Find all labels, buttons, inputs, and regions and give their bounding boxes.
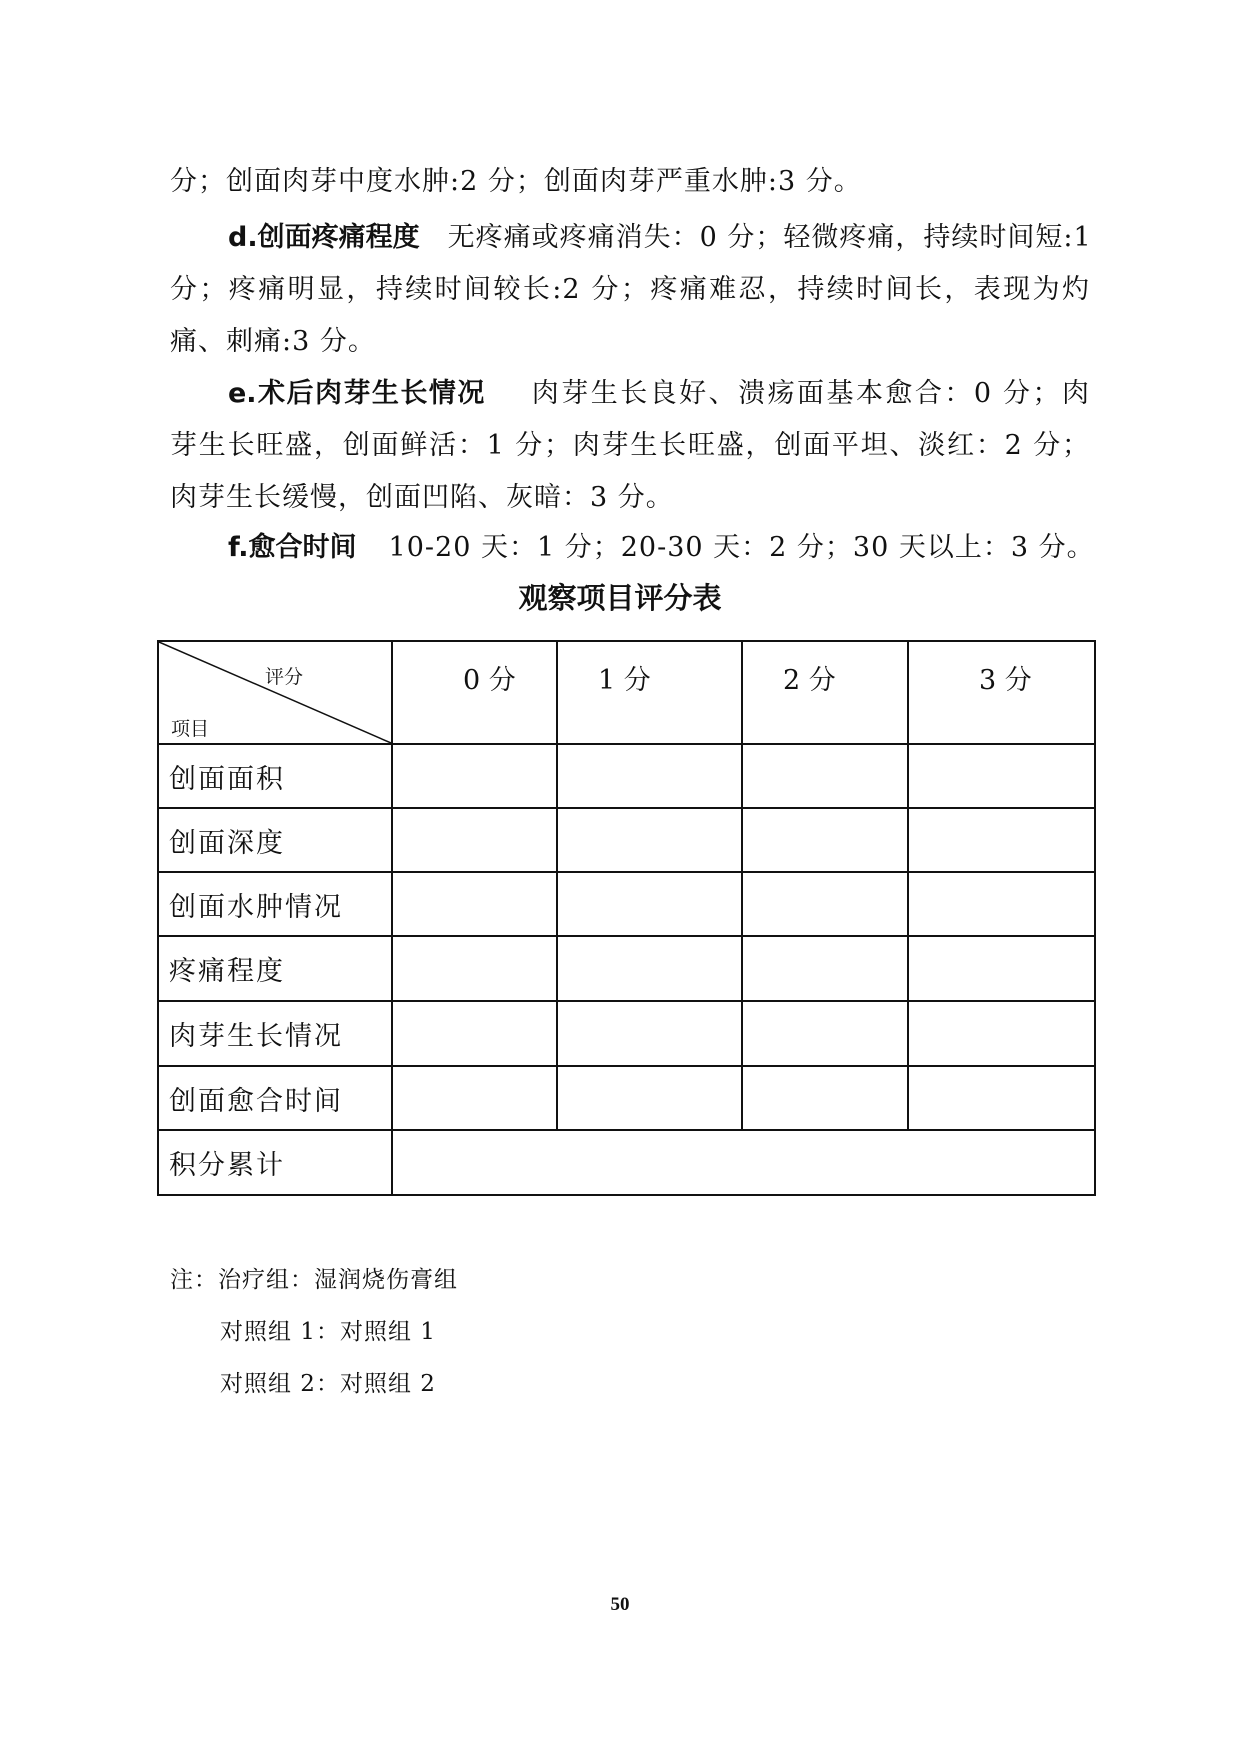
paragraph-text: 无疼痛或疼痛消失：0 分；轻微疼痛，持续时间短:1 bbox=[447, 222, 1092, 253]
table-cell bbox=[742, 744, 908, 808]
page-number: 50 bbox=[610, 1594, 630, 1615]
row-label: 创面愈合时间 bbox=[158, 1066, 392, 1130]
table-cell bbox=[392, 744, 557, 808]
table-cell bbox=[908, 1066, 1095, 1130]
table-header-row bbox=[158, 641, 1095, 744]
section-heading-d: d.创面疼痛程度 bbox=[228, 222, 420, 253]
table-row bbox=[158, 808, 1095, 872]
section-heading-e: e.术后肉芽生长情况 bbox=[228, 378, 486, 409]
row-label: 创面深度 bbox=[158, 808, 392, 872]
paragraph-line: 肉芽生长缓慢，创面凹陷、灰暗：3 分。 bbox=[170, 482, 674, 513]
table-cell bbox=[742, 936, 908, 1001]
row-label: 创面水肿情况 bbox=[158, 872, 392, 936]
table-row bbox=[158, 1066, 1095, 1130]
paragraph-line: 分；疼痛明显，持续时间较长:2 分；疼痛难忍，持续时间长，表现为灼 bbox=[170, 274, 1090, 305]
row-label: 创面面积 bbox=[158, 744, 392, 808]
table-cell bbox=[557, 808, 742, 872]
table-cell bbox=[908, 808, 1095, 872]
table-row bbox=[158, 1001, 1095, 1066]
paragraph-f bbox=[170, 528, 1095, 568]
table-row bbox=[158, 744, 1095, 808]
table-title: 观察项目评分表 bbox=[518, 581, 722, 615]
paragraph-line: 分；创面肉芽中度水肿:2 分；创面肉芽严重水肿:3 分。 bbox=[170, 166, 862, 197]
paragraph-line: 痛、刺痛:3 分。 bbox=[170, 326, 376, 357]
table-cell bbox=[557, 872, 742, 936]
paragraph-d bbox=[170, 218, 1090, 258]
paragraph-text: 10-20 天：1 分；20-30 天：2 分；30 天以上：3 分。 bbox=[388, 532, 1095, 563]
column-header-2: 2 分 bbox=[742, 641, 908, 744]
note-line: 对照组 2：对照组 2 bbox=[220, 1371, 436, 1397]
table-cell bbox=[392, 1001, 557, 1066]
table-cell bbox=[392, 808, 557, 872]
paragraph-text: 肉芽生长良好、溃疡面基本愈合：0 分；肉 bbox=[531, 378, 1090, 409]
table-row bbox=[158, 872, 1095, 936]
table-cell bbox=[557, 1066, 742, 1130]
paragraph-line: 芽生长旺盛，创面鲜活：1 分；肉芽生长旺盛，创面平坦、淡红：2 分； bbox=[170, 430, 1090, 461]
column-header-0: 0 分 bbox=[392, 641, 557, 744]
table-cell bbox=[557, 744, 742, 808]
note-line: 对照组 1：对照组 1 bbox=[220, 1319, 436, 1345]
total-cell bbox=[392, 1130, 1095, 1195]
table-cell bbox=[392, 1066, 557, 1130]
column-header-3: 3 分 bbox=[908, 641, 1095, 744]
table-cell bbox=[392, 936, 557, 1001]
row-label-total: 积分累计 bbox=[158, 1130, 392, 1195]
corner-label-item: 项目 bbox=[171, 718, 210, 740]
table-cell bbox=[908, 1001, 1095, 1066]
note-line: 注：治疗组：湿润烧伤膏组 bbox=[170, 1267, 458, 1293]
table-cell bbox=[742, 808, 908, 872]
row-label: 疼痛程度 bbox=[158, 936, 392, 1001]
score-table bbox=[157, 640, 1096, 1196]
table-cell bbox=[908, 936, 1095, 1001]
table-cell bbox=[742, 1066, 908, 1130]
column-header-1: 1 分 bbox=[557, 641, 742, 744]
table-cell bbox=[742, 1001, 908, 1066]
table-cell bbox=[908, 872, 1095, 936]
table-cell bbox=[557, 1001, 742, 1066]
table-cell bbox=[908, 744, 1095, 808]
corner-label-score: 评分 bbox=[264, 666, 303, 688]
table-total-row bbox=[158, 1130, 1095, 1195]
corner-header-cell bbox=[158, 641, 392, 744]
section-heading-f: f.愈合时间 bbox=[228, 532, 357, 563]
row-label: 肉芽生长情况 bbox=[158, 1001, 392, 1066]
paragraph-e bbox=[170, 374, 1090, 414]
table-cell bbox=[392, 872, 557, 936]
table-cell bbox=[557, 936, 742, 1001]
table-row bbox=[158, 936, 1095, 1001]
table-cell bbox=[742, 872, 908, 936]
